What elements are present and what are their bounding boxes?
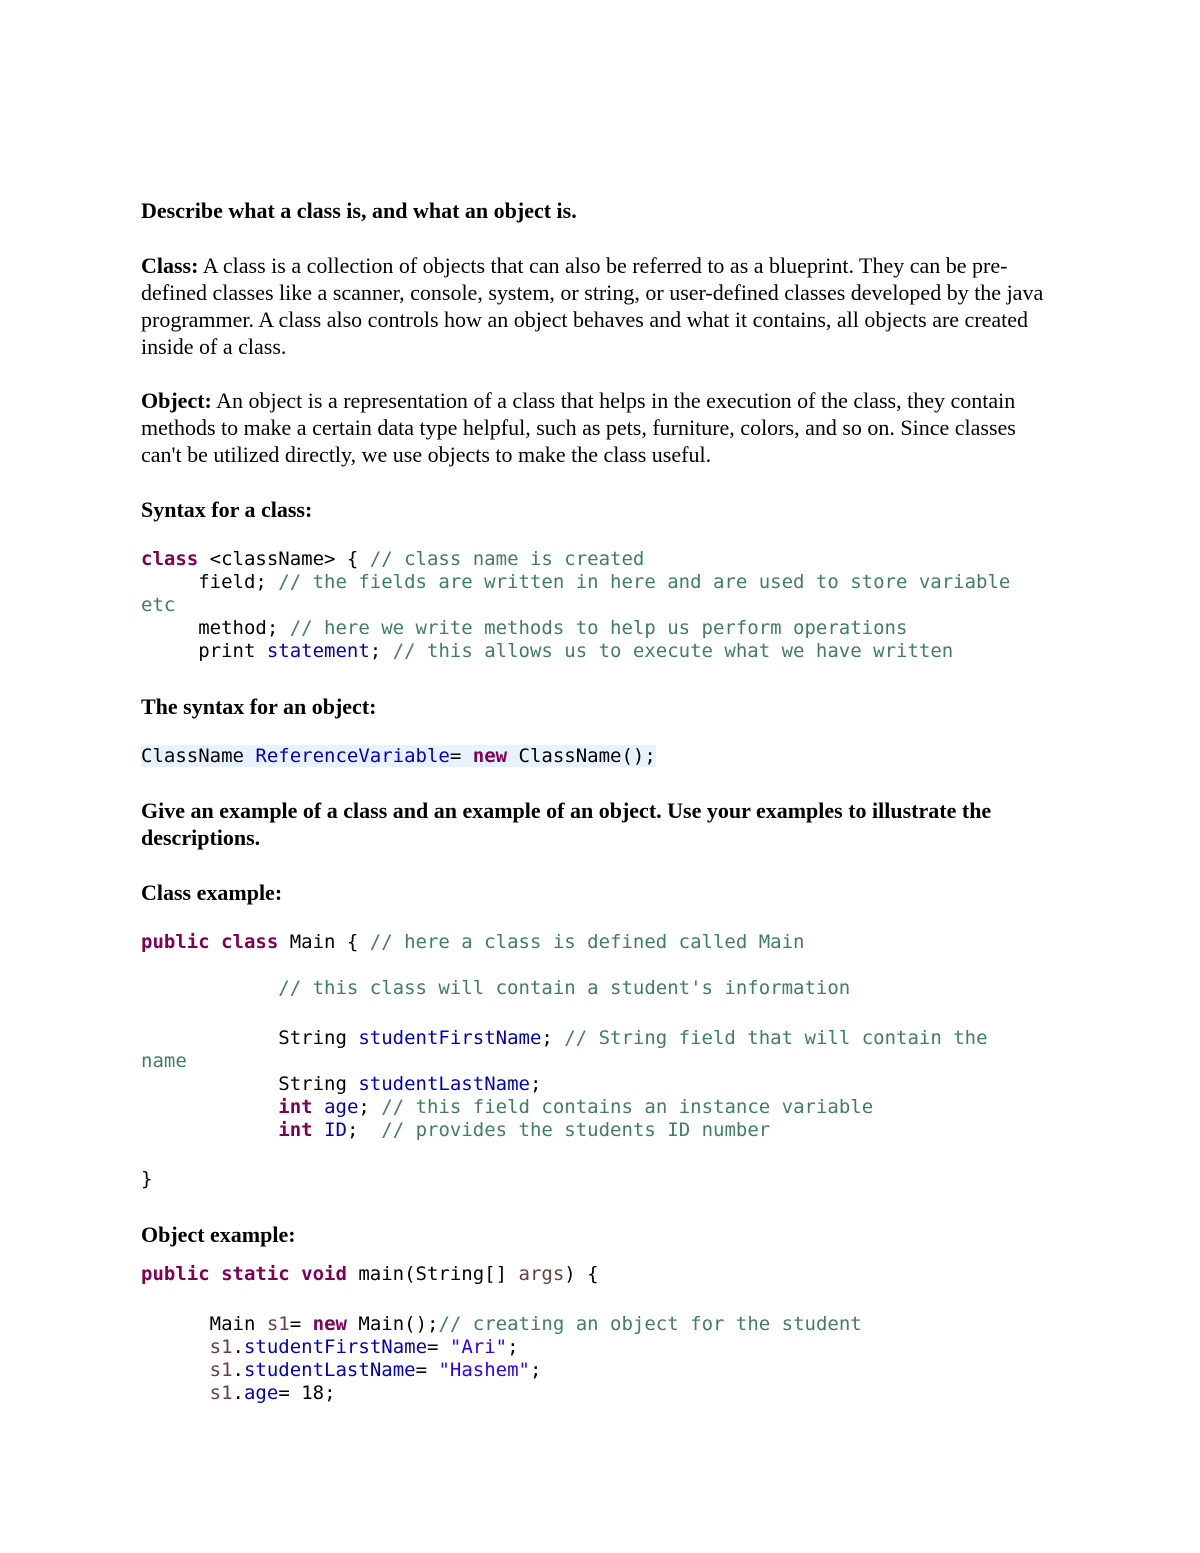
code-text: ;: [541, 1027, 565, 1049]
code-local-variable: s1: [266, 1313, 290, 1335]
code-keyword: public static void: [141, 1263, 347, 1285]
code-text: ;: [529, 1073, 542, 1095]
code-string: "Ari": [449, 1336, 508, 1358]
code-indent: [141, 640, 198, 662]
syntax-object-code: [141, 745, 656, 768]
code-text: ;: [507, 1336, 519, 1358]
code-line: [141, 1382, 862, 1405]
code-indent: [141, 571, 198, 593]
code-line: [141, 1336, 862, 1359]
code-indent: [141, 1313, 210, 1335]
code-text: main(String[]: [346, 1263, 519, 1285]
code-indent: [141, 1119, 278, 1141]
object-definition: [141, 387, 1061, 468]
code-text: print: [198, 640, 267, 662]
code-text: ;: [529, 1359, 542, 1381]
code-text: String: [278, 1027, 359, 1049]
code-line: [141, 1313, 862, 1336]
code-comment: // String field that will contain the: [564, 1027, 988, 1049]
code-line: [141, 1073, 988, 1096]
code-keyword: class: [141, 548, 199, 570]
code-keyword: new: [312, 1313, 347, 1335]
code-line: [141, 571, 1010, 594]
blank-line: [141, 1142, 988, 1168]
code-line: [141, 745, 656, 768]
code-keyword: new: [472, 745, 508, 767]
code-highlight: [141, 745, 656, 767]
code-line: [141, 1119, 988, 1142]
code-line: [141, 548, 1010, 571]
code-text: ) {: [564, 1263, 599, 1285]
code-line: [141, 931, 988, 954]
code-line: [141, 977, 988, 1000]
code-field: studentLastName: [358, 1073, 530, 1095]
code-text: ;: [358, 1096, 382, 1118]
syntax-class-heading: Syntax for a class:: [141, 497, 313, 522]
code-text: String: [278, 1073, 359, 1095]
code-text: ClassName();: [507, 745, 656, 767]
code-local-variable: s1: [209, 1382, 233, 1404]
code-local-variable: args: [518, 1263, 565, 1285]
code-text: .: [232, 1359, 244, 1381]
blank-line: [141, 1000, 988, 1027]
code-comment: // provides the students ID number: [381, 1119, 771, 1141]
blank-line: [141, 954, 988, 977]
code-text: [313, 1119, 324, 1141]
code-text: Main {: [278, 931, 370, 953]
object-label: Object:: [141, 388, 212, 413]
code-text: .: [232, 1382, 244, 1404]
code-field: studentFirstName: [358, 1027, 542, 1049]
code-text: =: [289, 1313, 313, 1335]
code-line: [141, 1050, 988, 1073]
class-label: Class:: [141, 253, 199, 278]
code-line: [141, 594, 1010, 617]
class-example-code: [141, 931, 988, 1191]
question-1: Describe what a class is, and what an object is.: [141, 198, 577, 223]
code-text: [313, 1096, 324, 1118]
code-comment: // class name is created: [369, 548, 645, 570]
code-comment: // here we write methods to help us perform operations: [289, 617, 908, 639]
code-comment: // creating an object for the student: [438, 1313, 862, 1335]
code-field: studentLastName: [243, 1359, 416, 1381]
code-field: ReferenceVariable: [255, 745, 450, 767]
code-field: age: [324, 1096, 359, 1118]
class-example-heading: Class example:: [141, 880, 283, 905]
code-comment: // this field contains an instance variable: [381, 1096, 874, 1118]
code-line: [141, 1096, 988, 1119]
class-definition: [141, 252, 1061, 360]
code-comment: // the fields are written in here and are used to store variable: [278, 571, 1011, 593]
code-indent: [141, 617, 198, 639]
code-text: method;: [198, 617, 290, 639]
code-text: =: [415, 1359, 439, 1381]
code-text: ClassName: [141, 745, 256, 767]
code-indent: [141, 1359, 210, 1381]
code-indent: [141, 1336, 210, 1358]
code-text: Main();: [346, 1313, 439, 1335]
code-indent: [141, 1073, 278, 1095]
code-text: field;: [198, 571, 279, 593]
code-indent: [141, 1027, 278, 1049]
code-local-variable: s1: [209, 1336, 233, 1358]
blank-line: [141, 1286, 862, 1313]
code-line: [141, 1263, 862, 1286]
code-keyword: public class: [141, 931, 279, 953]
code-text: <className> {: [198, 548, 370, 570]
code-line: [141, 1359, 862, 1382]
syntax-object-heading: The syntax for an object:: [141, 694, 377, 719]
code-line: [141, 1168, 988, 1191]
code-text: ;: [346, 1119, 382, 1141]
code-line: [141, 617, 1010, 640]
code-text: =: [449, 745, 473, 767]
code-string: "Hashem": [438, 1359, 530, 1381]
code-indent: [141, 1096, 278, 1118]
object-definition-text: An object is a representation of a class that helps in the execution of the class, they contain methods to make a certain data type helpful, such as pets, furniture, colors, and so on. Since classes can't be utilized directly, we use objects to make the class useful.: [141, 388, 1016, 467]
code-local-variable: s1: [209, 1359, 233, 1381]
object-example-code: [141, 1263, 862, 1405]
code-comment: name: [141, 1050, 187, 1072]
code-comment: etc: [141, 594, 176, 616]
code-text: ;: [369, 640, 393, 662]
code-comment: // this class will contain a student's information: [278, 977, 851, 999]
code-indent: [141, 977, 278, 999]
code-line: [141, 640, 1010, 663]
code-field: statement: [266, 640, 370, 662]
class-definition-text: A class is a collection of objects that can also be referred to as a blueprint. They can be pre-defined classes like a scanner, console, system, or string, or user-defined classes developed by the java programmer. A class also controls how an object behaves and what it contains, all objects are created inside of a class.: [141, 253, 1044, 359]
code-keyword: int: [278, 1119, 313, 1141]
code-text: .: [232, 1336, 244, 1358]
object-example-heading: Object example:: [141, 1222, 296, 1247]
code-text: }: [141, 1168, 153, 1190]
code-indent: [141, 1382, 210, 1404]
syntax-class-code: [141, 548, 1010, 663]
code-field: studentFirstName: [243, 1336, 428, 1358]
code-field: ID: [324, 1119, 347, 1141]
code-comment: // this allows us to execute what we have written: [392, 640, 954, 662]
code-field: age: [243, 1382, 279, 1404]
code-line: [141, 1027, 988, 1050]
question-2: Give an example of a class and an example of an object. Use your examples to illustrate the descriptions.: [141, 798, 992, 850]
code-text: = 18;: [278, 1382, 336, 1404]
code-keyword: int: [278, 1096, 313, 1118]
code-text: =: [427, 1336, 450, 1358]
code-comment: // here a class is defined called Main: [369, 931, 805, 953]
code-text: Main: [209, 1313, 267, 1335]
